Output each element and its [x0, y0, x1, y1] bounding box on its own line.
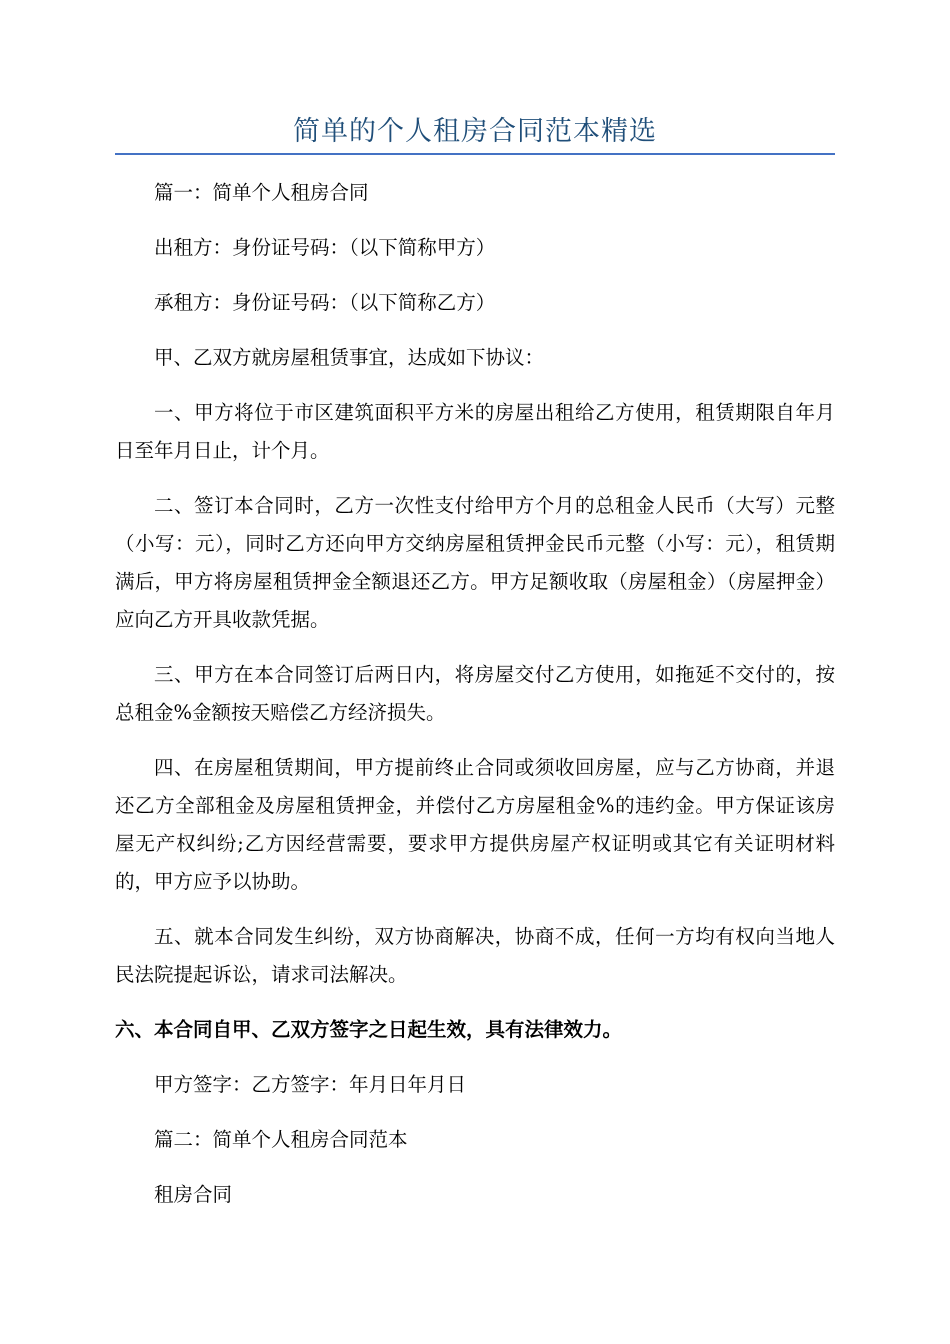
paragraph-clause-6: 六、本合同自甲、乙双方签字之日起生效，具有法律效力。	[115, 1018, 623, 1041]
title-underline	[115, 153, 835, 155]
paragraph-contract-heading: 租房合同	[154, 1183, 233, 1206]
document-body	[115, 174, 835, 1231]
paragraph-clause-5: 五、就本合同发生纠纷，双方协商解决，协商不成，任何一方均有权向当地人民法院提起诉讼，请求司法解决。	[115, 925, 835, 986]
paragraph-section-two-heading: 篇二：简单个人租房合同范本	[154, 1128, 408, 1151]
paragraph-lessor: 出租方：身份证号码：（以下简称甲方）	[154, 236, 496, 259]
paragraph-lessee: 承租方：身份证号码：（以下简称乙方）	[154, 291, 496, 314]
paragraph-clause-1: 一、甲方将位于市区建筑面积平方米的房屋出租给乙方使用，租赁期限自年月日至年月日止，计个月。	[115, 401, 835, 462]
document-title: 简单的个人租房合同范本精选	[293, 116, 657, 147]
paragraph-clause-3: 三、甲方在本合同签订后两日内，将房屋交付乙方使用，如拖延不交付的，按总租金%金额按天赔偿乙方经济损失。	[115, 663, 835, 724]
paragraph-clause-4: 四、在房屋租赁期间，甲方提前终止合同或须收回房屋，应与乙方协商，并退还乙方全部租金及房屋租赁押金，并偿付乙方房屋租金%的违约金。甲方保证该房屋无产权纠纷;乙方因经营需要，要求甲方提供房屋产权证明或其它有关证明材料的，甲方应予以协助。	[115, 756, 835, 893]
paragraph-clause-2: 二、签订本合同时，乙方一次性支付给甲方个月的总租金人民币（大写）元整（小写：元），同时乙方还向甲方交纳房屋租赁押金民币元整（小写：元），租赁期满后，甲方将房屋租赁押金全额退还乙方。甲方足额收取（房屋租金）（房屋押金）应向乙方开具收款凭据。	[115, 494, 835, 631]
paragraph-signatures: 甲方签字：乙方签字：年月日年月日	[154, 1073, 467, 1096]
paragraph-agreement-intro: 甲、乙双方就房屋租赁事宜，达成如下协议：	[154, 346, 545, 369]
paragraph-section-one-heading: 篇一：简单个人租房合同	[154, 181, 369, 204]
